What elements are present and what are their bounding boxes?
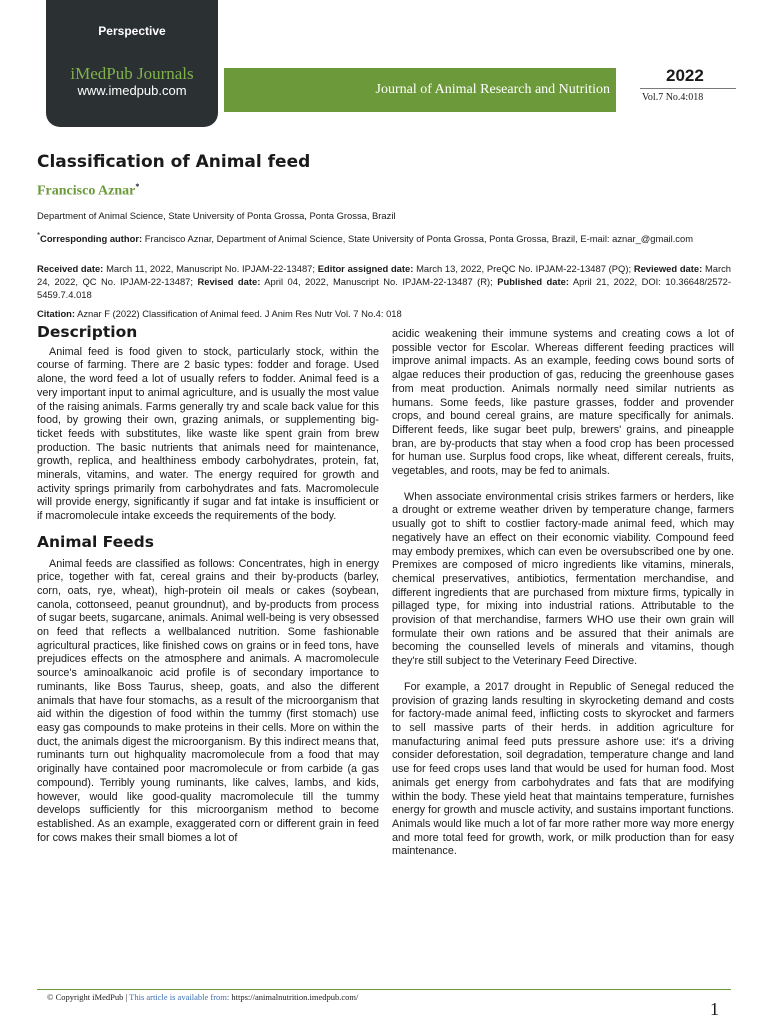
paragraph-animal-feeds: Animal feeds are classified as follows: Concentrates, high in energy price, together with fat, cereal grains and their by-products (barley, corn, oats, rye, wheat), high-protein oil meals or cakes (soybean, canola, cottonseed, peanut groundnut), and by-products from process of sugar beets, sugarcane, animals. Animal well-being is very obsessed on feed that reflects a wellbalanced nutrition. Some fashionable agricultural practices, like finished cows on grains or in feed tons, have prejudices effects on the atmosphere and animals. A macromolecule source's aminoalkanoic acid profile is of secondary importance to ruminants, like Boss Taurus, sheep, goats, and also the different animals that have four stomachs, as a result of the microorganism that aid within the digestion of food within the tummy (first stomach) use easy gas compounds to make proteins in their cells. More on within the duct, the animals digest the microorganism. By this indirect means that, ruminants turn out highquality macromolecule from a food that may originally have contained poor macromolecule or from carbide (a gas compound). Terribly young ruminants, like calves, lambs, and kids, however, would like good-quality macromolecule till the tummy develops sufficiently for this microorganism method to become established. As an example, exaggerated corn or different grain in feed for cows makes their small biomes a lot of xyxy=(37,557,379,844)
left-column xyxy=(37,323,379,857)
citation-text: Aznar F (2022) Classification of Animal feed. J Anim Res Nutr Vol. 7 No.4: 018 xyxy=(77,308,402,319)
article-dates xyxy=(37,262,731,301)
heading-description: Description xyxy=(37,323,138,341)
footer-separator: | xyxy=(123,992,130,1002)
paragraph-environmental-crisis: When associate environmental crisis strikes farmers or herders, like a drought or extreme weather driven by temperature change, farmers usually got to shift to costlier factory-made animal feed, which may negatively have an effect on their economic viability. Compound feed may embody premixes, which can even be oversubscribed one by one. Premixes are composed of micro ingredients like vitamins, minerals, chemical preservatives, antibiotics, fermentation merchandise, and different ingredients that are purchased from mixture firms, typically in pillaged type, for mixing into industrial rations. Attributable to the provision of that merchandise, farmers WHO use their own grain will formulate their own rations and be assured that their animals are becoming the counselled levels of minerals and vitamins, though they're still subject to the Veterinary Feed Directive. xyxy=(392,490,734,668)
author-name xyxy=(37,182,139,200)
editor-date: March 13, 2022, PreQC No. IPJAM-22-13487 (PQ); xyxy=(416,263,632,274)
page-number: 1 xyxy=(710,999,719,1019)
author-mark: * xyxy=(135,182,140,191)
author-text: Francisco Aznar xyxy=(37,183,136,199)
corr-mark: * xyxy=(37,231,41,240)
footer-divider xyxy=(37,989,731,990)
publisher-url[interactable]: www.imedpub.com xyxy=(77,83,187,98)
received-label: Received date: xyxy=(37,263,104,274)
published-label: Published date: xyxy=(497,276,569,287)
affiliation: Department of Animal Science, State University of Ponta Grossa, Ponta Grossa, Brazil xyxy=(37,210,396,221)
heading-animal-feeds: Animal Feeds xyxy=(37,532,154,551)
publisher-brand: iMedPub Journals xyxy=(70,64,194,83)
footer xyxy=(47,992,358,1002)
paragraph-continued: acidic weakening their immune systems and creating cows a lot of possible vector for Escolar. Whereas different feeding practices will improve animal impacts. As an example, feeding cows bound sorts of algae reduces their production of gas, reducing the greenhouse gases from meat production. Animals normally need similar nutrients as humans. Some feeds, like pasture grasses, fodder and provender crops, and bound cereal grains, are mature specifically for animals. Different feeds, like sugar beet pulp, brewers' grains, and pineapple bran, are by-products that stay when a food crop has been processed for human use. Surplus food crops, like wheat, different cereals, fruits, vegetables, and roots, may be fed to animals. xyxy=(392,328,734,478)
volume-divider xyxy=(640,88,736,89)
footer-url[interactable]: https://animalnutrition.imedpub.com/ xyxy=(229,992,359,1002)
availability-label: This article is available from: xyxy=(129,992,230,1002)
received-date: March 11, 2022, Manuscript No. IPJAM-22-13487; xyxy=(106,263,315,274)
volume-info: Vol.7 No.4:018 xyxy=(642,92,704,103)
published-date: April 21, 2022, DOI: 10.36648/2572-5459.7.4.018 xyxy=(37,276,732,300)
article-title: Classification of Animal feed xyxy=(37,152,311,172)
citation xyxy=(37,307,731,320)
reviewed-date: March 24, 2022, QC No. IPJAM-22-13487; xyxy=(37,263,732,287)
journal-name-bar xyxy=(224,68,616,112)
paragraph-description: Animal feed is food given to stock, particularly stock, within the course of farming. There are 2 basic types: fodder and forage. Used alone, the word feed a lot of usually refers to fodder. Animal feed is a very important input to animal agriculture, and is usually the most value of the raising animals. Farms generally try and scale back value for this food, by growing their own, grazing animals, or supplementing big-ticket feeds with substitutes, like waste like spent grain from brew production. The basic nutrients that animals need for maintenance, growth, replica, and healthiness embody carbohydrates, protein, fat, minerals, vitamins, and water. The energy required for growth and activity springs primarily from carbohydrates and fats. Macromolecule will provide energy, significantly if sugar and fat intake is insufficient or if macromolecule intake exceeds the requirements of the body. xyxy=(37,345,379,523)
paragraph-senegal-drought: For example, a 2017 drought in Republic of Senegal reduced the provision of grazing lands resulting in skyrocketing demand and costs for factory-made animal feed, inflicting costs to skyrocket and farmers to sell massive parts of their herds. in addition agriculture for manufacturing animal feed puts pressure ashore use: it's a driving consider deforestation, soil degradation, temperature change and land use for feed crops uses land that would be used for human food. Most animals get energy from carbohydrates and fats that are modifying within the body. These yield heat that maintains temperature, furnishes energy for growth and muscle activity, and sustains important functions. Animals would like much a lot of far more rather more way more energy and more total feed for growth, work, or milk production than for easy maintenance. xyxy=(392,680,734,858)
copyright: © Copyright iMedPub xyxy=(47,992,124,1002)
journal-name: Journal of Animal Research and Nutrition xyxy=(375,82,610,97)
corr-label: Corresponding author: xyxy=(40,233,143,245)
article-type-label: Perspective xyxy=(98,24,166,38)
revised-date: April 04, 2022, Manuscript No. IPJAM-22-13487 (R); xyxy=(264,276,493,287)
citation-label: Citation: xyxy=(37,308,76,319)
reviewed-label: Reviewed date: xyxy=(633,263,703,274)
publication-year: 2022 xyxy=(666,66,704,85)
editor-label: Editor assigned date: xyxy=(317,263,414,274)
corr-text: Francisco Aznar, Department of Animal Science, State University of Ponta Grossa, Ponta Grossa, Brazil, E-mail: aznar_@gmail.com xyxy=(144,233,694,245)
corresponding-author xyxy=(37,229,731,245)
right-column xyxy=(392,328,734,871)
revised-label: Revised date: xyxy=(197,276,261,287)
publisher-header xyxy=(46,0,218,127)
